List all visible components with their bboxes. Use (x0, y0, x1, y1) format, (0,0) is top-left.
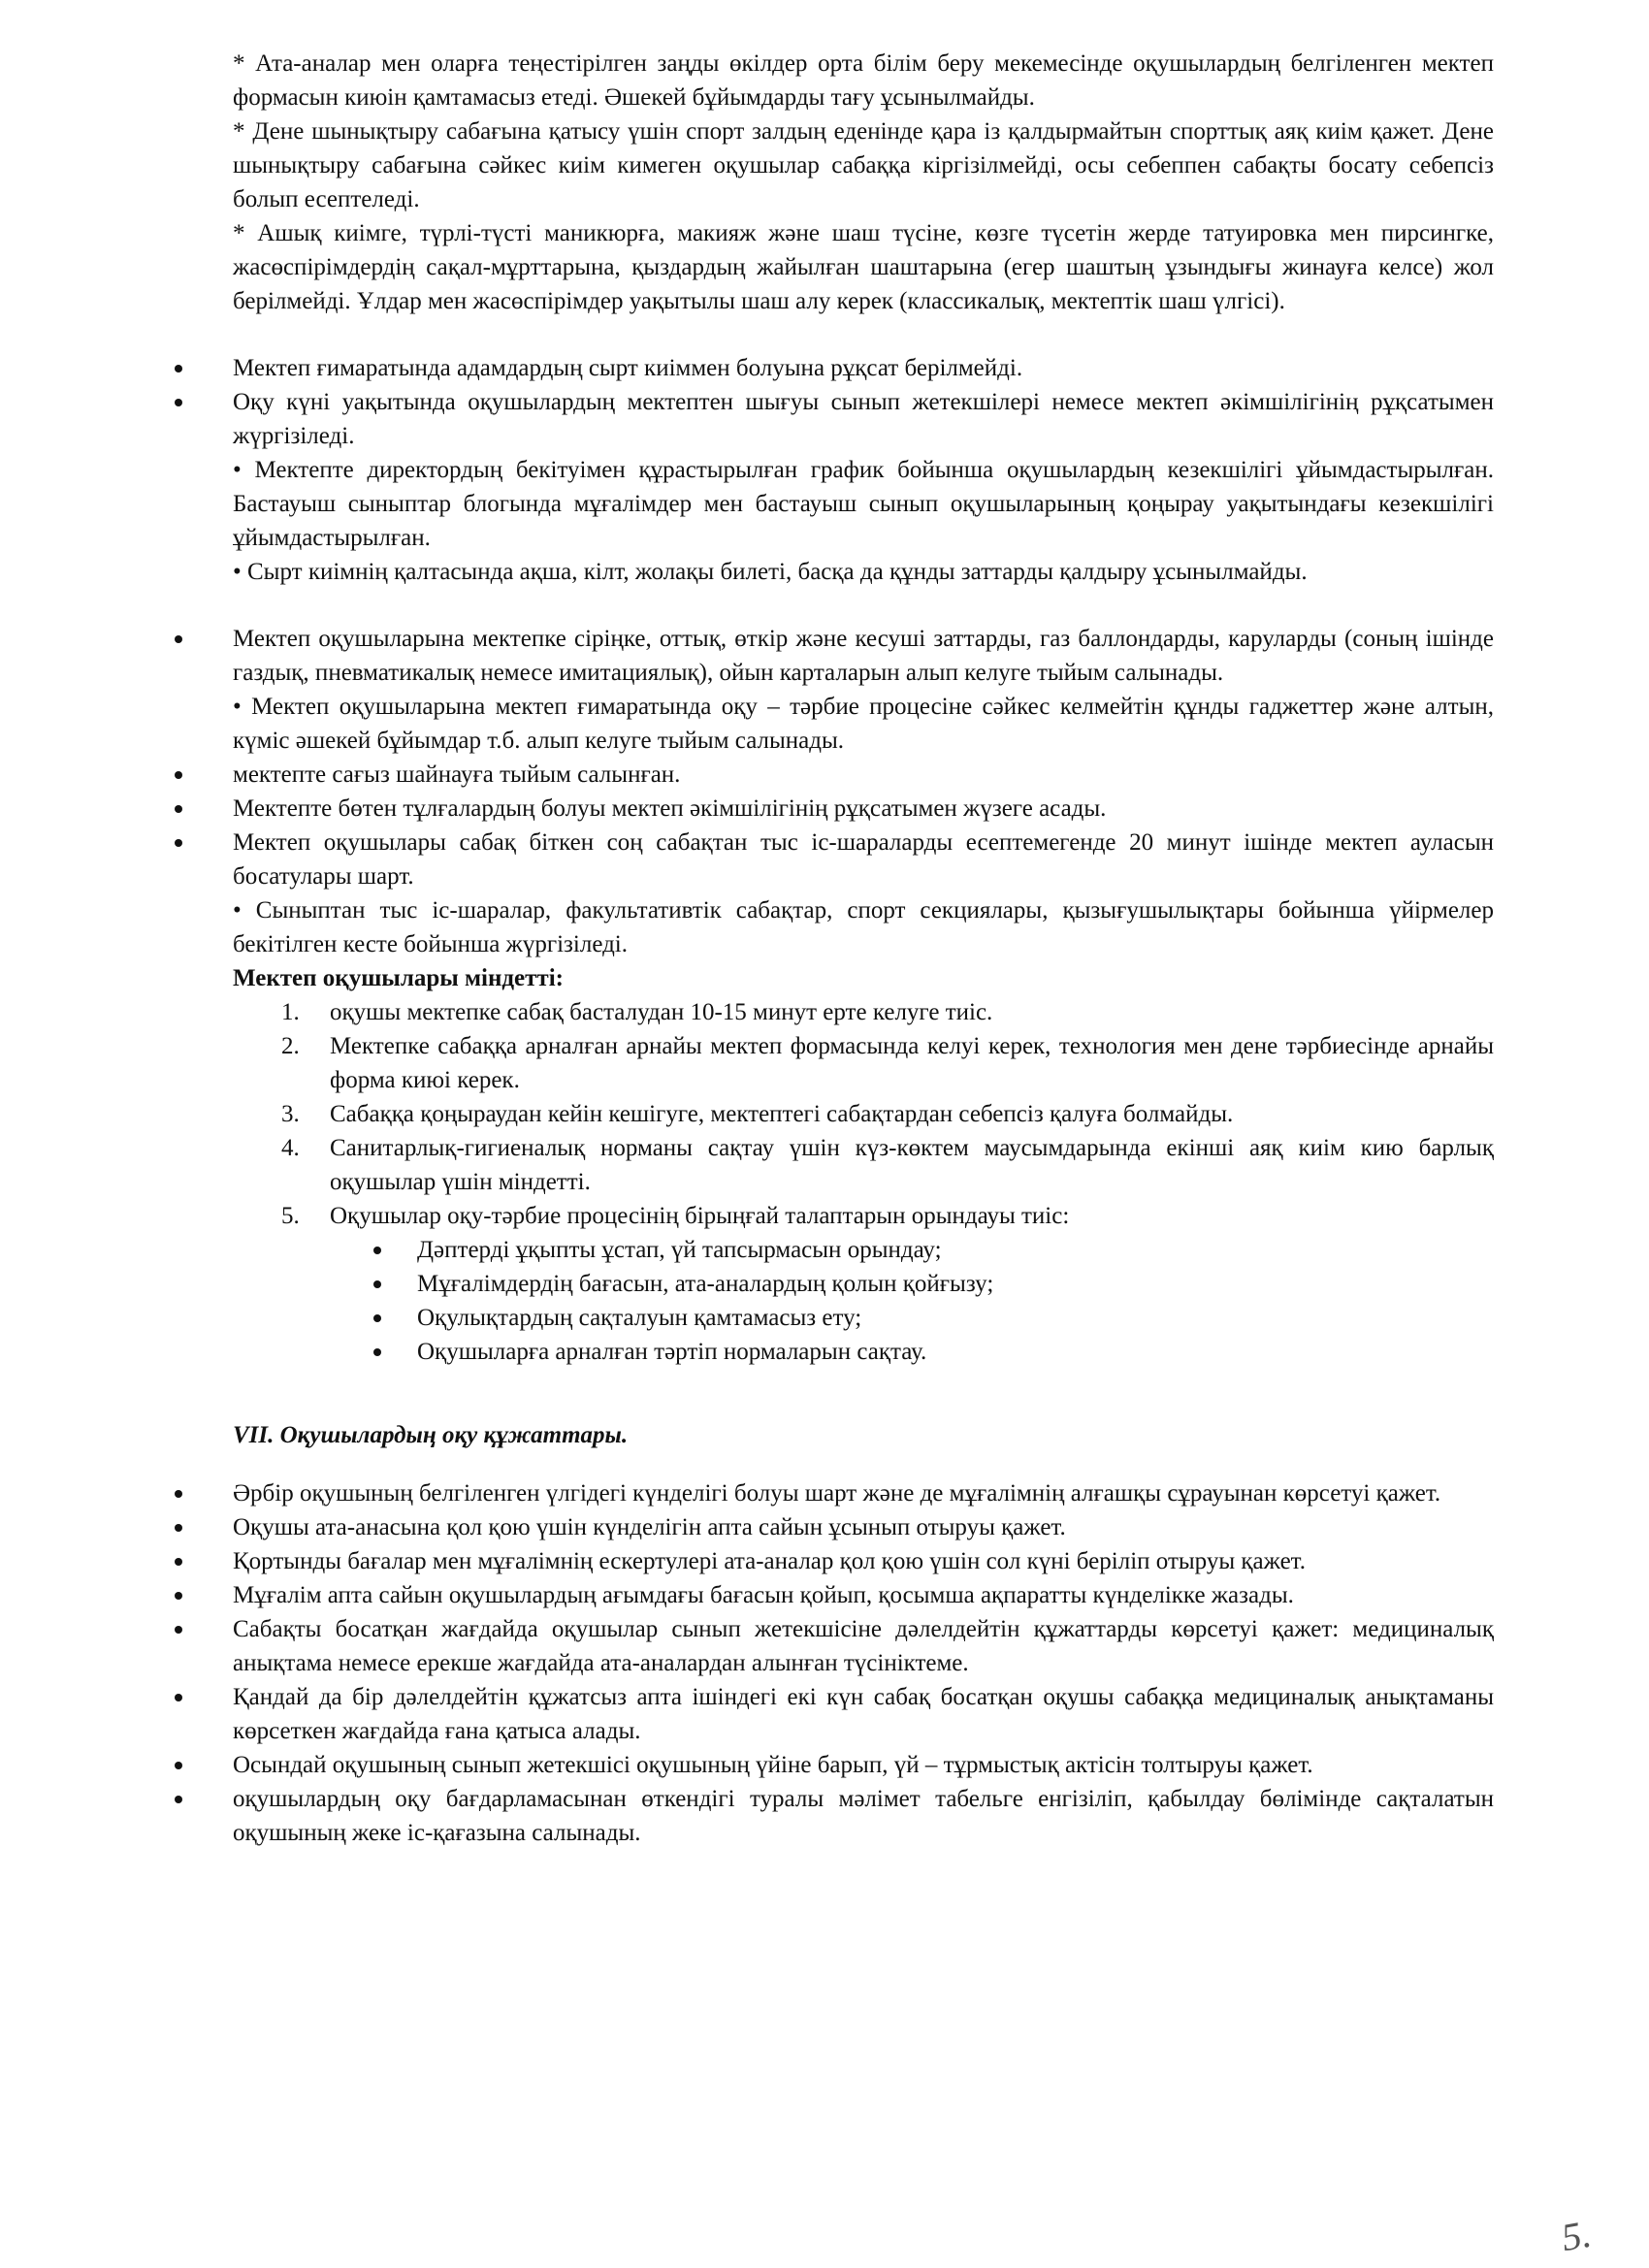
duties-item: 4. Санитарлық-гигиеналық норманы сақтау үшін күз-көктем маусымдарында екінші аяқ киім кию барлық оқушылар үшін міндетті. (281, 1135, 1494, 1195)
list-item: Қандай да бір дәлелдейтін құжатсыз апта ішіндегі екі күн сабақ босатқан оқушы сабаққа медициналық анықтаманы көрсеткен жағдайда ғана қатыса алады. (175, 1680, 1494, 1748)
bullet-icon (175, 399, 182, 406)
gadgets-paragraph: • Мектеп оқушыларына мектеп ғимаратында оқу – тәрбие процесіне сәйкес келмейтін құнды гаджеттер және алтын, күміс әшекей бұйымдар т.б. алып келуге тыйым салынады. (233, 694, 1494, 754)
duties-item: 1. оқушы мектепке сабақ басталудан 10-15 минут ерте келуге тиіс. (281, 999, 993, 1025)
bullet-icon (373, 1314, 381, 1322)
list-item: Оқу күні уақытында оқушылардың мектептен шығуы сынып жетекшілері немесе мектеп әкімшілігінің рұқсатымен жүргізіледі. (175, 385, 1494, 453)
appearance-paragraph: * Ашық киімге, түрлі-түсті маникюрға, макияж және шаш түсіне, көзге түсетін жерде татуировка мен пирсингке, жасөспірімдердің сақал-мұрттарына, қыздардың жайылған шаштарына (егер шаштың ұзындығы жинауға келсе) жол берілмейді. Ұлдар мен жасөспірімдер уақытылы шаш алу керек (классикалық, мектептік шаш үлгісі). (233, 220, 1494, 314)
list-item: Қортынды бағалар мен мұғалімнің ескертулері ата-аналар қол қою үшін сол күні беріліп отыруы қажет. (175, 1544, 1494, 1578)
sublist-item: Оқушыларға арналған тәртіп нормаларын сақтау. (373, 1335, 1494, 1369)
list-item: Оқушы ата-анасына қол қою үшін күнделігін апта сайын ұсынып отыруы қажет. (175, 1510, 1494, 1544)
duty-paragraph: • Мектепте директордың бекітуімен құрастырылған график бойынша оқушылардың кезекшілігі ұйымдастырылған. Бастауыш сыныптар блогында мұғалімдер мен бастауыш сынып оқушыларының қоңырау уақытындағы кезекшілігі ұйымдастырылған. (233, 457, 1494, 551)
duties-title: Мектеп оқушылары міндетті: (233, 965, 564, 991)
bullet-icon (175, 1796, 182, 1803)
list-item: Мектепте бөтен тұлғалардың болуы мектеп әкімшілігінің рұқсатымен жүзеге асады. (175, 792, 1494, 826)
bullet-icon (175, 805, 182, 813)
page-number: 5. (1558, 2211, 1595, 2260)
duties-item: 2. Мектепке сабаққа арналған арнайы мектеп формасында келуі керек, технология мен дене тәрбиесінде арнайы форма киюі керек. (281, 1033, 1494, 1093)
bullet-icon (175, 1558, 182, 1566)
section-heading: VII. Оқушылардың оқу құжаттары. (233, 1422, 629, 1448)
sublist-item: Оқулықтардың сақталуын қамтамасыз ету; (373, 1301, 1494, 1335)
extracurricular-paragraph: • Сыныптан тыс іс-шаралар, факультативтік сабақтар, спорт секциялары, қызығушылықтары бойынша үйірмелер бекітілген кесте бойынша жүргізіледі. (233, 897, 1494, 957)
list-item: Мектеп оқушыларына мектепке сіріңке, оттық, өткір және кесуші заттарды, газ баллондарды, каруларды (соның ішінде газдық, пневматикалық немесе имитациялық), ойын карталарын алып келуге тыйым салынады. (175, 622, 1494, 690)
list-item: мектепте сағыз шайнауға тыйым салынған. (175, 758, 1494, 792)
bullet-icon (175, 1626, 182, 1634)
bullet-icon (175, 771, 182, 779)
duties-item: 3. Сабаққа қоңыраудан кейін кешігуге, мектептегі сабақтардан себепсіз қалуға болмайды. (281, 1101, 1234, 1127)
bullet-icon (175, 635, 182, 643)
outerwear-paragraph: • Сырт киімнің қалтасында ақша, кілт, жолақы билеті, басқа да құнды заттарды қалдыру ұсынылмайды. (233, 559, 1308, 585)
list-item: Мектеп оқушылары сабақ біткен соң сабақтан тыс іс-шараларды есептемегенде 20 минут ішінде мектеп ауласын босатулары шарт. (175, 826, 1494, 893)
bullet-icon (175, 1592, 182, 1600)
sublist-item: Мұғалімдердің бағасын, ата-аналардың қолын қойғызу; (373, 1267, 1494, 1301)
bullet-icon (175, 1694, 182, 1701)
list-item: Осындай оқушының сынып жетекшісі оқушының үйіне барып, үй – тұрмыстық актісін толтыруы қажет. (175, 1748, 1494, 1782)
bullet-icon (175, 1762, 182, 1769)
bullet-icon (373, 1247, 381, 1254)
list-item: Мектеп ғимаратында адамдардың сырт киіммен болуына рұқсат берілмейді. (175, 351, 1494, 385)
bullet-icon (175, 1490, 182, 1498)
bullet-icon (373, 1280, 381, 1288)
list-item: оқушылардың оқу бағдарламасынан өткендігі туралы мәлімет табельге енгізіліп, қабылдау бөлімінде сақталатын оқушының жеке іс-қағазына салынады. (175, 1782, 1494, 1850)
list-item: Әрбір оқушының белгіленген үлгідегі күнделігі болуы шарт және де мұғалімнің алғашқы сұрауынан көрсетуі қажет. (175, 1476, 1494, 1510)
bullet-icon (175, 839, 182, 847)
sport-shoes-paragraph: * Дене шынықтыру сабағына қатысу үшін спорт залдың еденінде қара із қалдырмайтын спорттық аяқ киім қажет. Дене шынықтыру сабағына сәйкес киім кимеген оқушылар сабаққа кіргізілмейді, осы себеппен сабақты босату себепсіз болып есептеледі. (233, 118, 1494, 212)
duties-item: 5. Оқушылар оқу-тәрбие процесінің бірыңғай талаптарын орындауы тиіс: (281, 1203, 1070, 1229)
document-body (175, 47, 1494, 1850)
requirements-sublist (373, 1233, 1494, 1369)
bullet-icon (175, 1524, 182, 1532)
duties-list (281, 995, 1494, 1233)
list-item: Мұғалім апта сайын оқушылардың ағымдағы бағасын қойып, қосымша ақпаратты күнделікке жазады. (175, 1578, 1494, 1612)
sublist-item: Дәптерді ұқыпты ұстап, үй тапсырмасын орындау; (373, 1233, 1494, 1267)
list-item: Сабақты босатқан жағдайда оқушылар сынып жетекшісіне дәлелдейтін құжаттарды көрсетуі қажет: медициналық анықтама немесе ерекше жағдайда ата-аналардан алынған түсініктеме. (175, 1612, 1494, 1680)
bullet-icon (175, 365, 182, 373)
bullet-icon (373, 1348, 381, 1356)
uniform-paragraph: * Ата-аналар мен оларға теңестірілген заңды өкілдер орта білім беру мекемесінде оқушылардың белгіленген мектеп формасын киюін қамтамасыз етеді. Әшекей бұйымдарды тағу ұсынылмайды. (233, 50, 1494, 111)
